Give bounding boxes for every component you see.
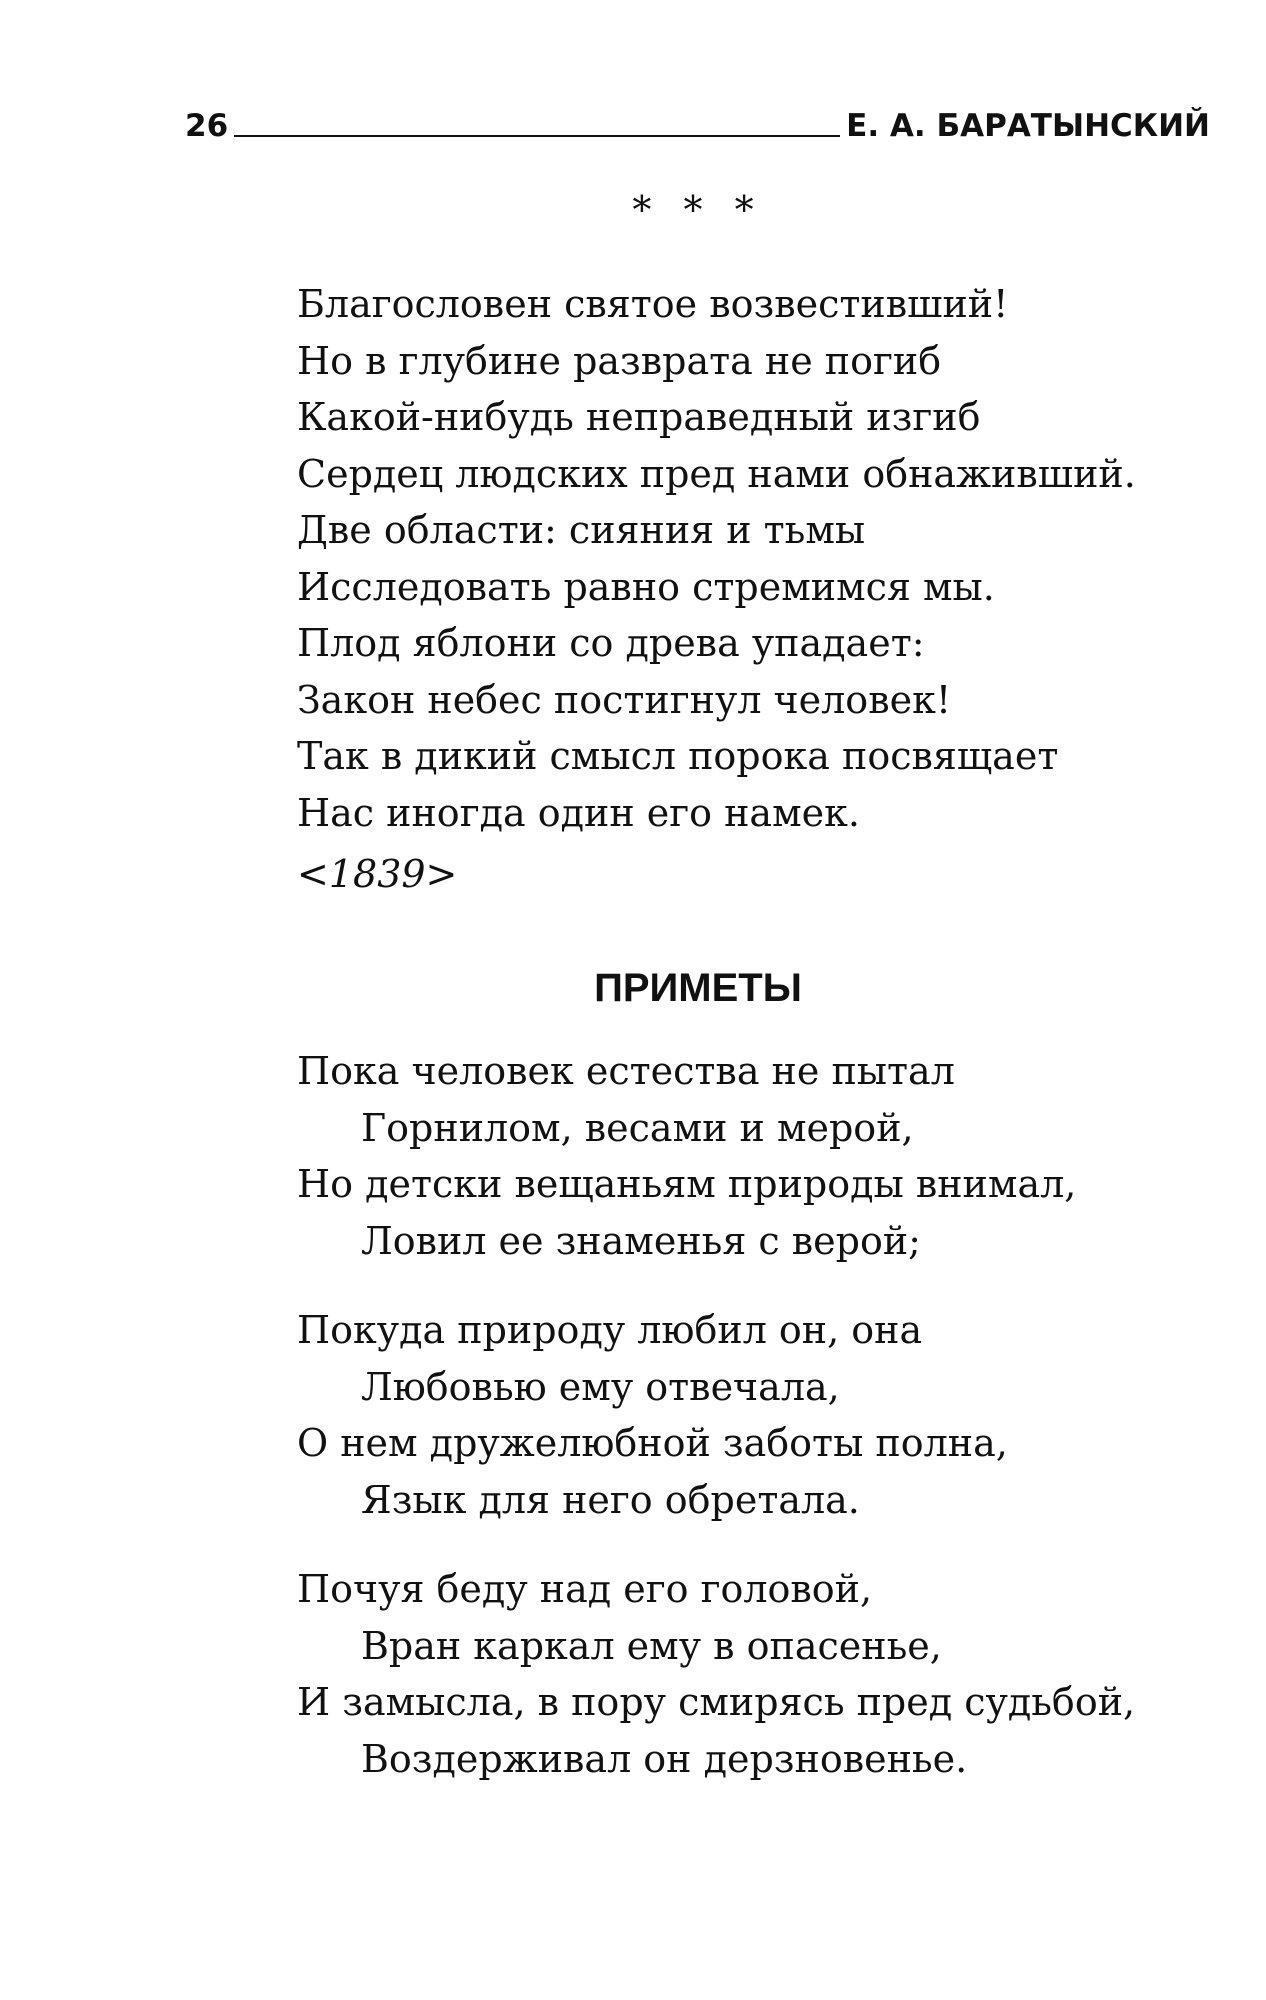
- poem-line: И замысла, в пору смирясь пред судьбой,: [297, 1680, 1136, 1724]
- poem-line: Благословен святое возвестивший!: [297, 282, 1009, 326]
- poem-line: Закон небес постигнул человек!: [297, 677, 952, 722]
- author-name: Е. А. БАРАТЫНСКИЙ: [846, 108, 1210, 144]
- poem-line: Любовью ему отвечала,: [361, 1364, 840, 1409]
- poem-line: Язык для него обретала.: [361, 1477, 860, 1522]
- poem-line: Какой-нибудь неправедный изгиб: [297, 395, 981, 439]
- poem-title: ПРИМЕТЫ: [594, 966, 802, 1010]
- stanza-2: [297, 1302, 1008, 1528]
- running-header: [185, 104, 1210, 144]
- poem-line: Пока человек естества не пытал: [297, 1049, 955, 1093]
- poem-line: Нас иногда один его намек.: [297, 790, 860, 835]
- header-rule: [234, 135, 840, 137]
- poem-line: Исследовать равно стремимся мы.: [297, 564, 995, 609]
- poem-line: Ловил ее знаменья с верой;: [361, 1218, 921, 1263]
- poem-line: Но детски вещаньям природы внимал,: [297, 1162, 1077, 1206]
- poem-line: Но в глубине разврата не погиб: [297, 338, 942, 383]
- poem-separator: * * *: [632, 188, 764, 232]
- poem-line: Воздерживал он дерзновенье.: [361, 1736, 968, 1781]
- stanza-1: [297, 1043, 1076, 1269]
- poem-line: О нем дружелюбной заботы полна,: [297, 1421, 1008, 1465]
- poem-line: Плод яблони со древа упадает:: [297, 621, 925, 665]
- poem-line: Так в дикий смысл порока посвящает: [297, 734, 1059, 778]
- poem-line: Почуя беду над его головой,: [297, 1567, 873, 1611]
- poem-line: Вран каркал ему в опасенье,: [361, 1623, 942, 1668]
- poem-line: Горнилом, весами и мерой,: [361, 1105, 914, 1150]
- stanza-3: [297, 1561, 1135, 1787]
- poem-line: Сердец людских пред нами обнаживший.: [297, 451, 1136, 496]
- poem-untitled: [297, 276, 1136, 841]
- page-number: 26: [185, 108, 229, 144]
- poem-line: Две области: сияния и тьмы: [297, 508, 866, 552]
- poem-line: Покуда природу любил он, она: [297, 1308, 923, 1352]
- poem-date: <1839>: [297, 852, 458, 896]
